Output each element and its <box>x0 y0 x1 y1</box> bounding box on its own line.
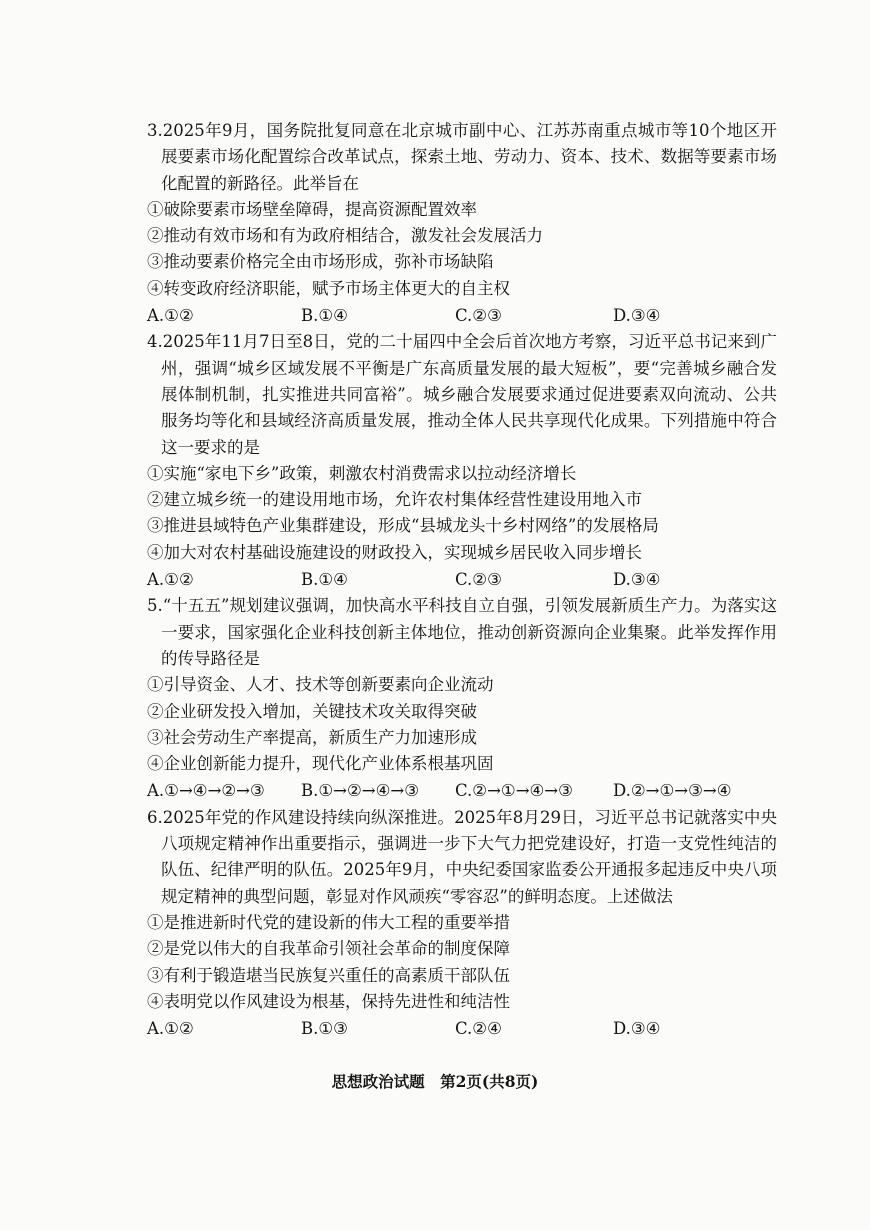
answer-choices <box>147 303 777 329</box>
choice-d: D.③④ <box>613 306 661 326</box>
choice-c: C.②④ <box>455 1019 502 1039</box>
choice-b: B.①③ <box>301 1019 348 1039</box>
statement-option: ④表明党以作风建设为根基，保持先进性和纯洁性 <box>147 991 510 1011</box>
statement-option: ①引导资金、人才、技术等创新要素向企业流动 <box>147 675 494 695</box>
choice-c: C.②③ <box>455 306 502 326</box>
statement-option: ①破除要素市场壁垒障碍，提高资源配置效率 <box>147 199 477 219</box>
statement-option: ①实施“家电下乡”政策，刺激农村消费需求以拉动经济增长 <box>147 463 577 483</box>
choice-d: D.②→①→③→④ <box>613 781 732 801</box>
question-list <box>147 118 777 1042</box>
statement-option: ④企业创新能力提升，现代化产业体系根基巩固 <box>147 754 494 774</box>
page-footer: 思想政治试题 第2页(共8页) <box>331 1072 539 1091</box>
question-3 <box>147 118 777 329</box>
question-6 <box>147 805 777 1043</box>
choice-b: B.①→②→④→③ <box>301 781 420 801</box>
choice-a: A.①② <box>147 1019 194 1039</box>
statement-option: ③推进县域特色产业集群建设，形成“县城龙头十乡村网络”的发展格局 <box>147 516 659 536</box>
choice-a: A.①② <box>147 570 194 590</box>
question-stem: 4.2025年11月7日至8日，党的二十届四中全会后首次地方考察，习近平总书记来到广州，强调“城乡区域发展不平衡是广东高质量发展的最大短板”，要“完善城乡融合发展体制机制，扎实推进共同富裕”。城乡融合发展要求通过促进要素双向流动、公共服务均等化和县域经济高质量发展，推动全体人民共享现代化成果。下列措施中符合这一要求的是 <box>147 332 777 457</box>
question-4 <box>147 329 777 593</box>
answer-choices <box>147 1016 777 1042</box>
question-5 <box>147 593 777 804</box>
question-stem: 6.2025年党的作风建设持续向纵深推进。2025年8月29日，习近平总书记就落实中央八项规定精神作出重要指示，强调进一步下大气力把党建设好，打造一支党性纯洁的队伍、纪律严明的队伍。2025年9月，中央纪委国家监委公开通报多起违反中央八项规定精神的典型问题，彰显对作风顽疾“零容忍”的鲜明态度。上述做法 <box>147 807 777 906</box>
choice-c: C.②→①→④→③ <box>455 781 573 801</box>
statement-option: ③有利于锻造堪当民族复兴重任的高素质干部队伍 <box>147 965 510 985</box>
statement-option: ③推动要素价格完全由市场形成，弥补市场缺陷 <box>147 252 494 272</box>
choice-d: D.③④ <box>613 570 661 590</box>
question-stem: 3.2025年9月，国务院批复同意在北京城市副中心、江苏苏南重点城市等10个地区开展要素市场化配置综合改革试点，探索土地、劳动力、资本、技术、数据等要素市场化配置的新路径。此举旨在 <box>147 121 777 193</box>
statement-option: ④转变政府经济职能，赋予市场主体更大的自主权 <box>147 278 510 298</box>
statement-option: ①是推进新时代党的建设新的伟大工程的重要举措 <box>147 912 510 932</box>
answer-choices <box>147 778 777 804</box>
choice-c: C.②③ <box>455 570 502 590</box>
statement-option: ②推动有效市场和有为政府相结合，激发社会发展活力 <box>147 226 543 246</box>
statement-option: ④加大对农村基础设施建设的财政投入，实现城乡居民收入同步增长 <box>147 542 642 562</box>
choice-b: B.①④ <box>301 306 348 326</box>
statement-option: ②建立城乡统一的建设用地市场，允许农村集体经营性建设用地入市 <box>147 490 642 510</box>
choice-a: A.①② <box>147 306 194 326</box>
question-stem: 5.“十五五”规划建议强调，加快高水平科技自立自强，引领发展新质生产力。为落实这一要求，国家强化企业科技创新主体地位，推动创新资源向企业集聚。此举发挥作用的传导路径是 <box>147 596 777 668</box>
choice-b: B.①④ <box>301 570 348 590</box>
choice-d: D.③④ <box>613 1019 661 1039</box>
statement-option: ③社会劳动生产率提高，新质生产力加速形成 <box>147 727 477 747</box>
statement-option: ②是党以伟大的自我革命引领社会革命的制度保障 <box>147 939 510 959</box>
answer-choices <box>147 567 777 593</box>
statement-option: ②企业研发投入增加，关键技术攻关取得突破 <box>147 701 477 721</box>
choice-a: A.①→④→②→③ <box>147 781 265 801</box>
